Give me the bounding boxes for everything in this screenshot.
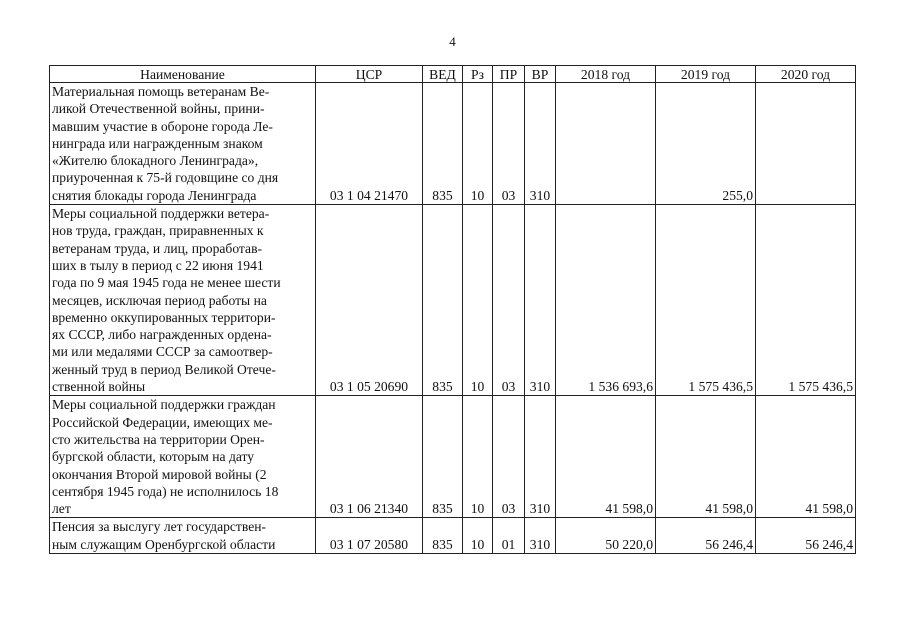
rz-cell: 10 [463, 205, 493, 396]
name-line: Пенсия за выслугу лет государствен- [52, 519, 267, 535]
csr-cell: 03 1 07 20580 [316, 518, 423, 554]
header-rz: Рз [463, 66, 493, 83]
ved-cell: 835 [423, 83, 463, 205]
amount-2019-cell: 1 575 436,5 [656, 205, 756, 396]
rz-cell: 10 [463, 396, 493, 518]
vr-cell: 310 [525, 83, 556, 205]
amount-2018-cell: 1 536 693,6 [556, 205, 656, 396]
name-line: снятия блокады города Ленинграда [52, 187, 257, 203]
name-line: «Жителю блокадного Ленинграда», [52, 153, 259, 169]
pr-cell: 03 [493, 396, 525, 518]
table-row [50, 205, 856, 396]
amount-2019-cell: 41 598,0 [656, 396, 756, 518]
name-line: Меры социальной поддержки ветера- [52, 206, 270, 222]
amount-2018-cell: 50 220,0 [556, 518, 656, 554]
amount-2020-cell: 1 575 436,5 [756, 205, 856, 396]
name-line: временно оккупированных территори- [52, 309, 276, 325]
vr-cell: 310 [525, 518, 556, 554]
header-2019: 2019 год [656, 66, 756, 83]
rz-cell: 10 [463, 518, 493, 554]
amount-2018-cell [556, 83, 656, 205]
name-line: ших в тылу в период с 22 июня 1941 [52, 257, 264, 273]
name-line: ях СССР, либо награжденных ордена- [52, 327, 272, 343]
name-line: месяцев, исключая период работы на [52, 292, 267, 308]
name-line: ми или медалями СССР за самоотвер- [52, 344, 273, 360]
name-line: ственной войны [52, 379, 146, 395]
name-line: нинграда или награжденным знаком [52, 135, 263, 151]
table-row [50, 396, 856, 518]
header-vr: ВР [525, 66, 556, 83]
vr-cell: 310 [525, 205, 556, 396]
name-line: приуроченная к 75-й годовщине со дня [52, 170, 279, 186]
name-line: Меры социальной поддержки граждан [52, 397, 276, 413]
name-line: женный труд в период Великой Отече- [52, 361, 276, 377]
amount-2019-cell: 255,0 [656, 83, 756, 205]
name-line: ликой Отечественной войны, прини- [52, 101, 265, 117]
header-pr: ПР [493, 66, 525, 83]
header-name: Наименование [50, 66, 316, 83]
name-line: нов труда, граждан, приравненных к [52, 223, 264, 239]
header-2020: 2020 год [756, 66, 856, 83]
row-name-cell [50, 396, 316, 518]
header-ved: ВЕД [423, 66, 463, 83]
name-line: лет [52, 501, 71, 517]
ved-cell: 835 [423, 518, 463, 554]
ved-cell: 835 [423, 205, 463, 396]
name-line: ным служащим Оренбургской области [52, 536, 276, 552]
vr-cell: 310 [525, 396, 556, 518]
rz-cell: 10 [463, 83, 493, 205]
header-2018: 2018 год [556, 66, 656, 83]
name-line: окончания Второй мировой войны (2 [52, 466, 267, 482]
pr-cell: 01 [493, 518, 525, 554]
name-line: Материальная помощь ветеранам Ве- [52, 84, 270, 99]
name-line: года по 9 мая 1945 года не менее шести [52, 275, 281, 291]
pr-cell: 03 [493, 83, 525, 205]
row-name-cell [50, 518, 316, 554]
row-name-cell [50, 205, 316, 396]
amount-2020-cell [756, 83, 856, 205]
csr-cell: 03 1 05 20690 [316, 205, 423, 396]
name-line: ветеранам труда, и лиц, проработав- [52, 240, 263, 256]
csr-cell: 03 1 06 21340 [316, 396, 423, 518]
name-line: мавшим участие в обороне города Ле- [52, 118, 273, 134]
amount-2019-cell: 56 246,4 [656, 518, 756, 554]
amount-2020-cell: 41 598,0 [756, 396, 856, 518]
table-row [50, 518, 856, 554]
csr-cell: 03 1 04 21470 [316, 83, 423, 205]
name-line: бургской области, которым на дату [52, 449, 255, 465]
amount-2018-cell: 41 598,0 [556, 396, 656, 518]
ved-cell: 835 [423, 396, 463, 518]
page-number: 4 [449, 34, 456, 49]
amount-2020-cell: 56 246,4 [756, 518, 856, 554]
table-row [50, 83, 856, 205]
name-line: сто жительства на территории Орен- [52, 431, 265, 447]
row-name-cell [50, 83, 316, 205]
name-line: Российской Федерации, имеющих ме- [52, 414, 273, 430]
header-row [50, 66, 856, 83]
pr-cell: 03 [493, 205, 525, 396]
name-line: сентября 1945 года) не исполнилось 18 [52, 483, 279, 499]
header-csr: ЦСР [316, 66, 423, 83]
budget-table [49, 65, 856, 554]
